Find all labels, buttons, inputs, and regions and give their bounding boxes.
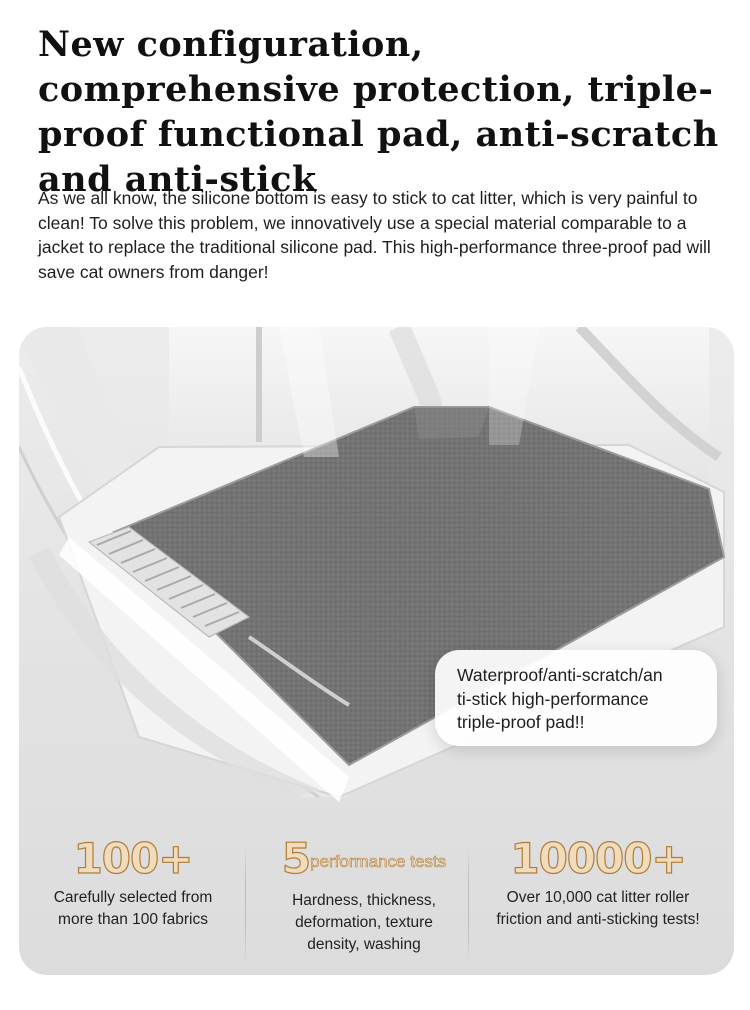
stat-number-suffix: performance tests — [310, 852, 447, 871]
stat-performance-tests — [259, 835, 469, 956]
headline: New configuration, comprehensive protection, triple-proof functional pad, anti-scratch and anti-stick — [38, 24, 719, 200]
stat-description-line: Over 10,000 cat litter roller — [506, 889, 690, 906]
stat-description-line: more than 100 fabrics — [58, 911, 208, 928]
stat-description-line: Hardness, thickness, — [292, 892, 436, 909]
stat-number: 10000+ — [510, 834, 686, 883]
callout-line: ti-stick high-performance — [457, 688, 649, 709]
stat-description — [33, 887, 233, 931]
stat-description — [472, 887, 724, 931]
stat-description-line: density, washing — [307, 936, 421, 953]
intro-paragraph: As we all know, the silicone bottom is easy to stick to cat litter, which is very painful to clean! To solve this problem, we innovatively use a special material comparable to a jacket to replace the traditional silicone pad. This high-performance three-proof pad will save cat owners from danger! — [38, 188, 711, 282]
callout-line: Waterproof/anti-scratch/an — [457, 665, 663, 685]
stat-friction-tests — [472, 835, 724, 931]
stat-divider — [245, 845, 246, 963]
stat-number — [259, 835, 469, 886]
stat-divider — [468, 845, 469, 963]
stat-number: 100+ — [73, 834, 193, 883]
stat-description-line: friction and anti-sticking tests! — [496, 911, 700, 928]
product-card — [19, 327, 734, 975]
pad-callout — [435, 650, 717, 746]
callout-line: triple-proof pad!! — [457, 712, 585, 732]
stat-description-line: Carefully selected from — [53, 889, 213, 906]
stat-description-line: deformation, texture — [295, 914, 433, 931]
stat-number-value: 5 — [281, 834, 311, 883]
stat-fabrics — [33, 835, 233, 931]
stat-description — [259, 890, 469, 956]
